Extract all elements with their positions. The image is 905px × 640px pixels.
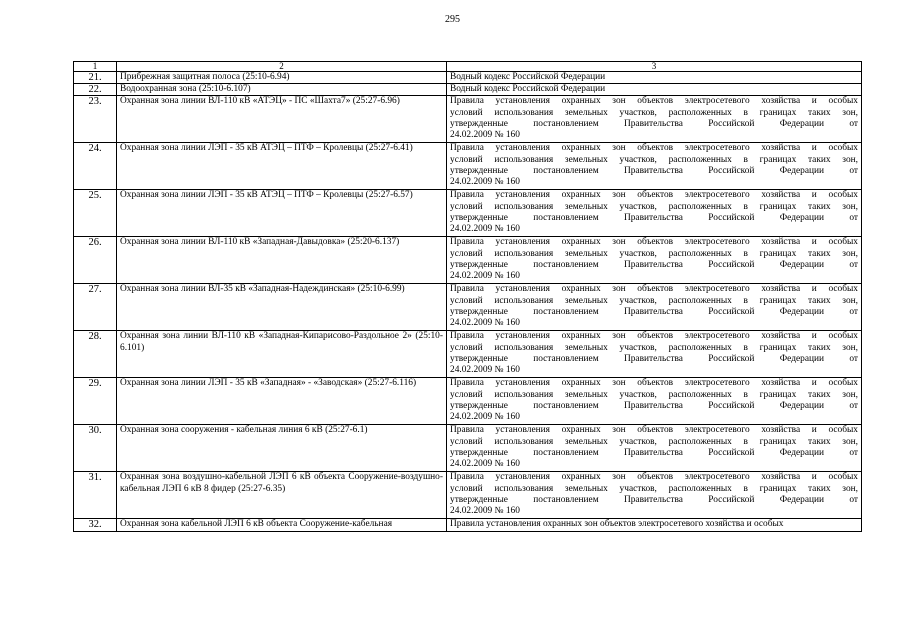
row-number: 21. bbox=[74, 72, 117, 84]
zone-name: Охранная зона линии ЛЭП - 35 кВ АТЭЦ – ПТФ – Кролевцы (25:27-6.41) bbox=[117, 143, 447, 190]
row-number: 29. bbox=[74, 378, 117, 425]
table-row bbox=[74, 190, 862, 237]
legal-document-line: Водный кодекс Российской Федерации bbox=[450, 84, 606, 95]
table-row bbox=[74, 96, 862, 143]
legal-document-line: 24.02.2009 № 160 bbox=[450, 506, 520, 517]
zone-name: Охранная зона воздушно-кабельной ЛЭП 6 кВ объекта Сооружение-воздушно-кабельная ЛЭП 6 кВ 8 фидер (25:27-6.35) bbox=[117, 472, 447, 519]
legal-document bbox=[447, 96, 862, 143]
legal-document-line: условий использования земельных участков, расположенных в границах таких зон, bbox=[450, 483, 858, 494]
row-number: 24. bbox=[74, 143, 117, 190]
legal-document-line: 24.02.2009 № 160 bbox=[450, 130, 520, 141]
legal-document-line: Правила установления охранных зон объектов электросетевого хозяйства и особых bbox=[450, 519, 784, 530]
legal-document bbox=[447, 284, 862, 331]
table-header-row bbox=[74, 62, 862, 72]
legal-document bbox=[447, 143, 862, 190]
legal-document bbox=[447, 425, 862, 472]
legal-document-line: утвержденные постановлением Правительства Российской Федерации от bbox=[450, 400, 858, 411]
legal-document-line: утвержденные постановлением Правительства Российской Федерации от bbox=[450, 353, 858, 364]
zone-name: Охранная зона линии ВЛ-110 кВ «Западная-Кипарисово-Раздольное 2» (25:10-6.101) bbox=[117, 331, 447, 378]
row-number: 32. bbox=[74, 519, 117, 531]
legal-document-line: условий использования земельных участков, расположенных в границах таких зон, bbox=[450, 201, 858, 212]
legal-document-line: Правила установления охранных зон объектов электросетевого хозяйства и особых bbox=[450, 237, 858, 248]
column-header-document: 3 bbox=[447, 62, 862, 72]
legal-document-line: 24.02.2009 № 160 bbox=[450, 365, 520, 376]
legal-document-line: Правила установления охранных зон объектов электросетевого хозяйства и особых bbox=[450, 472, 858, 483]
legal-document-line: Правила установления охранных зон объектов электросетевого хозяйства и особых bbox=[450, 331, 858, 342]
zone-name: Водоохранная зона (25:10-6.107) bbox=[117, 84, 447, 96]
legal-document-line: утвержденные постановлением Правительства Российской Федерации от bbox=[450, 118, 858, 129]
zone-name: Охранная зона линии ЛЭП - 35 кВ «Западная» - «Заводская» (25:27-6.116) bbox=[117, 378, 447, 425]
table-row bbox=[74, 378, 862, 425]
legal-document-line: утвержденные постановлением Правительства Российской Федерации от bbox=[450, 447, 858, 458]
row-number: 25. bbox=[74, 190, 117, 237]
legal-document-line: условий использования земельных участков, расположенных в границах таких зон, bbox=[450, 107, 858, 118]
legal-document-line: 24.02.2009 № 160 bbox=[450, 271, 520, 282]
legal-document-line: Водный кодекс Российской Федерации bbox=[450, 72, 606, 82]
legal-document-line: 24.02.2009 № 160 bbox=[450, 412, 520, 423]
zones-table bbox=[73, 61, 862, 532]
legal-document-line: 24.02.2009 № 160 bbox=[450, 177, 520, 188]
table-row bbox=[74, 472, 862, 519]
legal-document-line: Правила установления охранных зон объектов электросетевого хозяйства и особых bbox=[450, 425, 858, 436]
legal-document-line: Правила установления охранных зон объектов электросетевого хозяйства и особых bbox=[450, 190, 858, 201]
row-number: 28. bbox=[74, 331, 117, 378]
zone-name: Охранная зона линии ВЛ-110 кВ «АТЭЦ» - ПС «Шахта7» (25:27-6.96) bbox=[117, 96, 447, 143]
legal-document-line: условий использования земельных участков, расположенных в границах таких зон, bbox=[450, 436, 858, 447]
legal-document bbox=[447, 472, 862, 519]
zone-name: Охранная зона линии ВЛ-110 кВ «Западная-Давыдовка» (25:20-6.137) bbox=[117, 237, 447, 284]
legal-document bbox=[447, 190, 862, 237]
row-number: 23. bbox=[74, 96, 117, 143]
legal-document bbox=[447, 84, 862, 96]
legal-document-line: Правила установления охранных зон объектов электросетевого хозяйства и особых bbox=[450, 143, 858, 154]
legal-document-line: условий использования земельных участков, расположенных в границах таких зон, bbox=[450, 295, 858, 306]
legal-document-line: условий использования земельных участков, расположенных в границах таких зон, bbox=[450, 248, 858, 259]
zone-name: Охранная зона линии ВЛ-35 кВ «Западная-Надеждинская» (25:10-6.99) bbox=[117, 284, 447, 331]
legal-document-line: 24.02.2009 № 160 bbox=[450, 459, 520, 470]
page-number: 295 bbox=[445, 14, 460, 25]
table-row bbox=[74, 425, 862, 472]
legal-document bbox=[447, 331, 862, 378]
zone-name: Прибрежная защитная полоса (25:10-6.94) bbox=[117, 72, 447, 84]
table-row bbox=[74, 237, 862, 284]
legal-document-line: утвержденные постановлением Правительства Российской Федерации от bbox=[450, 165, 858, 176]
column-header-zone: 2 bbox=[117, 62, 447, 72]
legal-document bbox=[447, 378, 862, 425]
legal-document-line: Правила установления охранных зон объектов электросетевого хозяйства и особых bbox=[450, 96, 858, 107]
table-row bbox=[74, 84, 862, 96]
zone-name: Охранная зона линии ЛЭП - 35 кВ АТЭЦ – ПТФ – Кролевцы (25:27-6.57) bbox=[117, 190, 447, 237]
legal-document-line: условий использования земельных участков, расположенных в границах таких зон, bbox=[450, 342, 858, 353]
table-row bbox=[74, 519, 862, 531]
legal-document-line: условий использования земельных участков, расположенных в границах таких зон, bbox=[450, 389, 858, 400]
row-number: 31. bbox=[74, 472, 117, 519]
row-number: 30. bbox=[74, 425, 117, 472]
legal-document-line: утвержденные постановлением Правительства Российской Федерации от bbox=[450, 259, 858, 270]
legal-document-line: утвержденные постановлением Правительства Российской Федерации от bbox=[450, 494, 858, 505]
legal-document-line: условий использования земельных участков, расположенных в границах таких зон, bbox=[450, 154, 858, 165]
row-number: 22. bbox=[74, 84, 117, 96]
legal-document bbox=[447, 519, 862, 531]
legal-document-line: 24.02.2009 № 160 bbox=[450, 224, 520, 235]
legal-document bbox=[447, 237, 862, 284]
zone-name: Охранная зона кабельной ЛЭП 6 кВ объекта Сооружение-кабельная bbox=[117, 519, 447, 531]
table-row bbox=[74, 331, 862, 378]
row-number: 26. bbox=[74, 237, 117, 284]
legal-document-line: 24.02.2009 № 160 bbox=[450, 318, 520, 329]
table-row bbox=[74, 72, 862, 84]
legal-document-line: утвержденные постановлением Правительства Российской Федерации от bbox=[450, 212, 858, 223]
legal-document-line: Правила установления охранных зон объектов электросетевого хозяйства и особых bbox=[450, 378, 858, 389]
zone-name: Охранная зона сооружения - кабельная линия 6 кВ (25:27-6.1) bbox=[117, 425, 447, 472]
table-row bbox=[74, 284, 862, 331]
column-header-number: 1 bbox=[74, 62, 117, 72]
row-number: 27. bbox=[74, 284, 117, 331]
legal-document-line: утвержденные постановлением Правительства Российской Федерации от bbox=[450, 306, 858, 317]
legal-document-line: Правила установления охранных зон объектов электросетевого хозяйства и особых bbox=[450, 284, 858, 295]
table-row bbox=[74, 143, 862, 190]
legal-document bbox=[447, 72, 862, 84]
